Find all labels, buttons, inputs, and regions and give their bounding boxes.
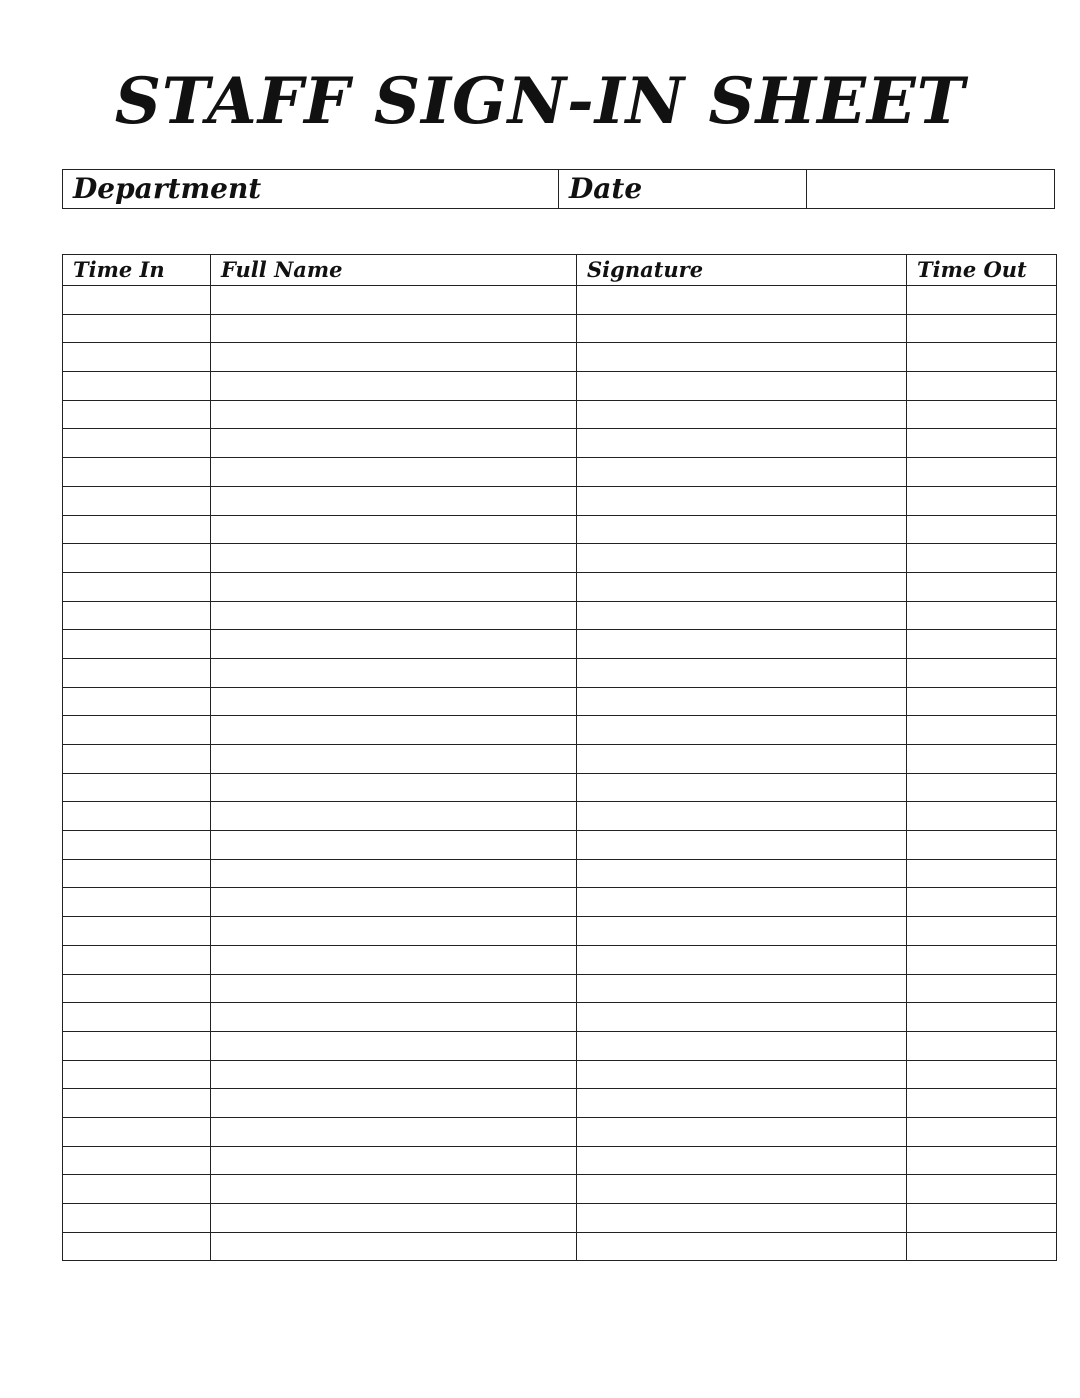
time-in-cell[interactable] <box>63 286 211 315</box>
signature-cell[interactable] <box>577 859 907 888</box>
full-name-cell[interactable] <box>211 658 577 687</box>
time-out-cell[interactable] <box>907 859 1057 888</box>
time-in-cell[interactable] <box>63 831 211 860</box>
signature-cell[interactable] <box>577 1232 907 1261</box>
full-name-cell[interactable] <box>211 372 577 401</box>
time-out-cell[interactable] <box>907 1232 1057 1261</box>
full-name-cell[interactable] <box>211 400 577 429</box>
signature-cell[interactable] <box>577 974 907 1003</box>
time-in-cell[interactable] <box>63 859 211 888</box>
signature-cell[interactable] <box>577 544 907 573</box>
time-in-cell[interactable] <box>63 486 211 515</box>
table-row <box>63 1003 1057 1032</box>
full-name-cell[interactable] <box>211 429 577 458</box>
time-out-cell[interactable] <box>907 1031 1057 1060</box>
column-header-full-name: Full Name <box>211 255 577 286</box>
time-out-cell[interactable] <box>907 1175 1057 1204</box>
date-field[interactable] <box>807 170 1055 209</box>
full-name-cell[interactable] <box>211 544 577 573</box>
signature-cell[interactable] <box>577 372 907 401</box>
table-row <box>63 630 1057 659</box>
full-name-cell[interactable] <box>211 1031 577 1060</box>
full-name-cell[interactable] <box>211 314 577 343</box>
time-in-cell[interactable] <box>63 429 211 458</box>
full-name-cell[interactable] <box>211 917 577 946</box>
signature-cell[interactable] <box>577 716 907 745</box>
full-name-cell[interactable] <box>211 515 577 544</box>
time-in-cell[interactable] <box>63 1175 211 1204</box>
signature-cell[interactable] <box>577 773 907 802</box>
full-name-cell[interactable] <box>211 1232 577 1261</box>
full-name-cell[interactable] <box>211 831 577 860</box>
time-out-cell[interactable] <box>907 945 1057 974</box>
signature-cell[interactable] <box>577 630 907 659</box>
full-name-cell[interactable] <box>211 1146 577 1175</box>
time-in-cell[interactable] <box>63 917 211 946</box>
table-row <box>63 486 1057 515</box>
table-row <box>63 831 1057 860</box>
table-row <box>63 945 1057 974</box>
table-row <box>63 1060 1057 1089</box>
time-in-cell[interactable] <box>63 572 211 601</box>
time-out-cell[interactable] <box>907 917 1057 946</box>
time-out-cell[interactable] <box>907 1089 1057 1118</box>
signature-cell[interactable] <box>577 286 907 315</box>
full-name-cell[interactable] <box>211 1204 577 1233</box>
column-header-signature: Signature <box>577 255 907 286</box>
full-name-cell[interactable] <box>211 286 577 315</box>
time-out-cell[interactable] <box>907 515 1057 544</box>
time-in-cell[interactable] <box>63 1146 211 1175</box>
time-out-cell[interactable] <box>907 286 1057 315</box>
table-row <box>63 773 1057 802</box>
table-row <box>63 888 1057 917</box>
time-out-cell[interactable] <box>907 343 1057 372</box>
time-out-cell[interactable] <box>907 1060 1057 1089</box>
table-row <box>63 687 1057 716</box>
time-in-cell[interactable] <box>63 601 211 630</box>
table-row <box>63 515 1057 544</box>
time-out-cell[interactable] <box>907 687 1057 716</box>
full-name-cell[interactable] <box>211 773 577 802</box>
signature-cell[interactable] <box>577 400 907 429</box>
table-body <box>63 286 1057 1261</box>
signature-cell[interactable] <box>577 486 907 515</box>
full-name-cell[interactable] <box>211 945 577 974</box>
signature-cell[interactable] <box>577 429 907 458</box>
signature-cell[interactable] <box>577 687 907 716</box>
signature-cell[interactable] <box>577 888 907 917</box>
time-in-cell[interactable] <box>63 1003 211 1032</box>
full-name-cell[interactable] <box>211 1117 577 1146</box>
time-in-cell[interactable] <box>63 314 211 343</box>
time-out-cell[interactable] <box>907 773 1057 802</box>
time-in-cell[interactable] <box>63 400 211 429</box>
table-row <box>63 1117 1057 1146</box>
signature-cell[interactable] <box>577 745 907 774</box>
time-in-cell[interactable] <box>63 1117 211 1146</box>
time-in-cell[interactable] <box>63 687 211 716</box>
time-out-cell[interactable] <box>907 429 1057 458</box>
time-in-cell[interactable] <box>63 888 211 917</box>
full-name-cell[interactable] <box>211 1089 577 1118</box>
page-title: STAFF SIGN-IN SHEET <box>114 64 966 139</box>
column-header-time-out: Time Out <box>907 255 1057 286</box>
signature-cell[interactable] <box>577 1003 907 1032</box>
table-row <box>63 1031 1057 1060</box>
time-in-cell[interactable] <box>63 1232 211 1261</box>
table-row <box>63 286 1057 315</box>
time-in-cell[interactable] <box>63 1060 211 1089</box>
time-out-cell[interactable] <box>907 458 1057 487</box>
time-out-cell[interactable] <box>907 716 1057 745</box>
table-row <box>63 1232 1057 1261</box>
time-out-cell[interactable] <box>907 974 1057 1003</box>
time-out-cell[interactable] <box>907 544 1057 573</box>
time-in-cell[interactable] <box>63 630 211 659</box>
signature-cell[interactable] <box>577 1204 907 1233</box>
table-row <box>63 745 1057 774</box>
full-name-cell[interactable] <box>211 859 577 888</box>
time-in-cell[interactable] <box>63 773 211 802</box>
time-out-cell[interactable] <box>907 831 1057 860</box>
table-row <box>63 859 1057 888</box>
table-row <box>63 802 1057 831</box>
table-row <box>63 716 1057 745</box>
table-row <box>63 974 1057 1003</box>
signature-cell[interactable] <box>577 658 907 687</box>
time-in-cell[interactable] <box>63 1089 211 1118</box>
time-in-cell[interactable] <box>63 1204 211 1233</box>
info-header-table <box>62 169 1055 209</box>
table-header-row <box>63 255 1057 286</box>
table-row <box>63 343 1057 372</box>
full-name-cell[interactable] <box>211 802 577 831</box>
signature-cell[interactable] <box>577 343 907 372</box>
time-out-cell[interactable] <box>907 802 1057 831</box>
table-row <box>63 1204 1057 1233</box>
time-out-cell[interactable] <box>907 572 1057 601</box>
signature-cell[interactable] <box>577 945 907 974</box>
time-out-cell[interactable] <box>907 601 1057 630</box>
sign-in-table <box>62 254 1057 1261</box>
time-out-cell[interactable] <box>907 630 1057 659</box>
full-name-cell[interactable] <box>211 630 577 659</box>
table-row <box>63 429 1057 458</box>
table-row <box>63 917 1057 946</box>
time-out-cell[interactable] <box>907 658 1057 687</box>
table-row <box>63 601 1057 630</box>
time-out-cell[interactable] <box>907 1003 1057 1032</box>
time-in-cell[interactable] <box>63 1031 211 1060</box>
full-name-cell[interactable] <box>211 1003 577 1032</box>
signature-cell[interactable] <box>577 572 907 601</box>
signature-cell[interactable] <box>577 1089 907 1118</box>
full-name-cell[interactable] <box>211 458 577 487</box>
full-name-cell[interactable] <box>211 888 577 917</box>
info-row <box>63 170 1055 209</box>
full-name-cell[interactable] <box>211 343 577 372</box>
full-name-cell[interactable] <box>211 974 577 1003</box>
column-header-time-in: Time In <box>63 255 211 286</box>
time-in-cell[interactable] <box>63 343 211 372</box>
time-out-cell[interactable] <box>907 314 1057 343</box>
time-out-cell[interactable] <box>907 1204 1057 1233</box>
signature-cell[interactable] <box>577 831 907 860</box>
signature-cell[interactable] <box>577 802 907 831</box>
full-name-cell[interactable] <box>211 716 577 745</box>
signature-cell[interactable] <box>577 1031 907 1060</box>
time-in-cell[interactable] <box>63 515 211 544</box>
signature-cell[interactable] <box>577 458 907 487</box>
full-name-cell[interactable] <box>211 745 577 774</box>
time-in-cell[interactable] <box>63 974 211 1003</box>
full-name-cell[interactable] <box>211 1175 577 1204</box>
time-in-cell[interactable] <box>63 658 211 687</box>
table-row <box>63 1175 1057 1204</box>
signature-cell[interactable] <box>577 515 907 544</box>
table-row <box>63 372 1057 401</box>
signature-cell[interactable] <box>577 601 907 630</box>
time-out-cell[interactable] <box>907 1146 1057 1175</box>
table-row <box>63 572 1057 601</box>
time-in-cell[interactable] <box>63 945 211 974</box>
full-name-cell[interactable] <box>211 486 577 515</box>
table-row <box>63 1089 1057 1118</box>
table-row <box>63 314 1057 343</box>
time-out-cell[interactable] <box>907 1117 1057 1146</box>
time-out-cell[interactable] <box>907 486 1057 515</box>
table-row <box>63 658 1057 687</box>
signature-cell[interactable] <box>577 1117 907 1146</box>
table-row <box>63 400 1057 429</box>
table-row <box>63 544 1057 573</box>
time-in-cell[interactable] <box>63 716 211 745</box>
full-name-cell[interactable] <box>211 1060 577 1089</box>
signature-cell[interactable] <box>577 1146 907 1175</box>
full-name-cell[interactable] <box>211 687 577 716</box>
time-out-cell[interactable] <box>907 400 1057 429</box>
department-label: Department <box>63 170 559 209</box>
time-in-cell[interactable] <box>63 745 211 774</box>
time-in-cell[interactable] <box>63 802 211 831</box>
time-in-cell[interactable] <box>63 458 211 487</box>
full-name-cell[interactable] <box>211 601 577 630</box>
time-in-cell[interactable] <box>63 544 211 573</box>
date-label: Date <box>559 170 807 209</box>
signature-cell[interactable] <box>577 1175 907 1204</box>
table-row <box>63 458 1057 487</box>
time-out-cell[interactable] <box>907 745 1057 774</box>
time-out-cell[interactable] <box>907 372 1057 401</box>
time-out-cell[interactable] <box>907 888 1057 917</box>
time-in-cell[interactable] <box>63 372 211 401</box>
full-name-cell[interactable] <box>211 572 577 601</box>
signature-cell[interactable] <box>577 314 907 343</box>
table-row <box>63 1146 1057 1175</box>
signature-cell[interactable] <box>577 917 907 946</box>
signature-cell[interactable] <box>577 1060 907 1089</box>
